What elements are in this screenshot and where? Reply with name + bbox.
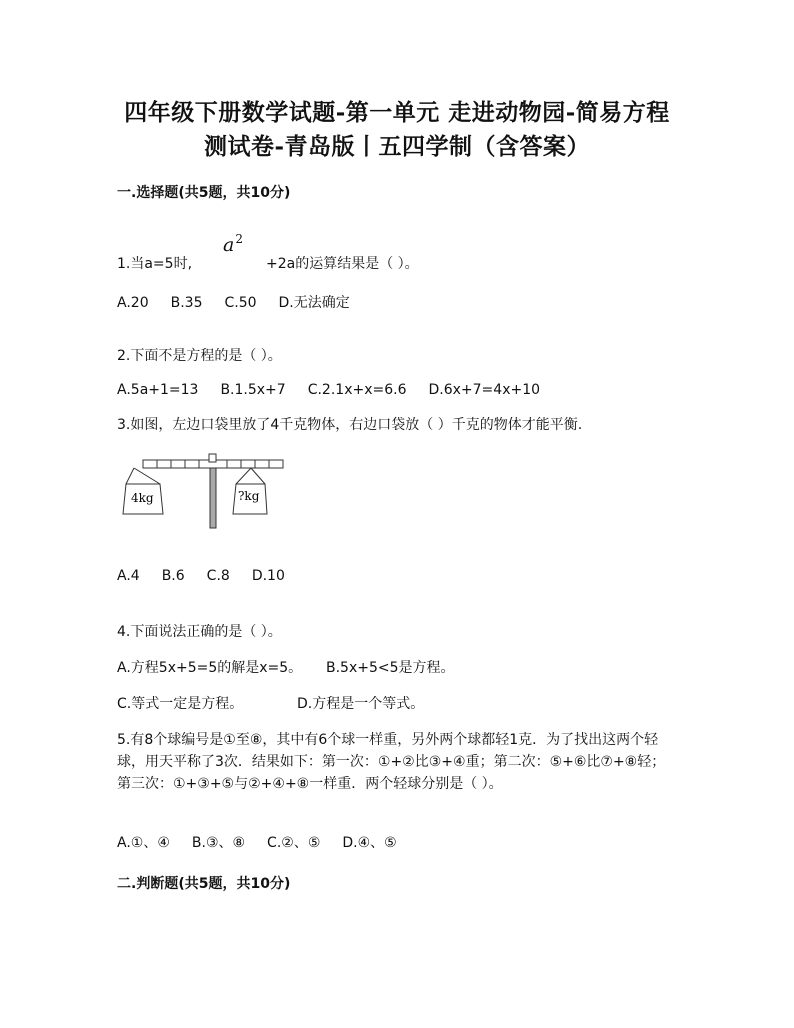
option-a: A.5a+1=13: [117, 382, 199, 398]
option-d: D.无法确定: [278, 295, 350, 311]
right-bag-label: ?kg: [238, 489, 260, 503]
question-3-options: [117, 568, 307, 584]
option-c: C.50: [224, 295, 257, 311]
option-d: D.10: [251, 568, 285, 584]
option-c: C.8: [206, 568, 230, 584]
document-title-line-2: 测试卷-青岛版丨五四学制（含答案）: [203, 133, 591, 160]
balance-scale-figure: [120, 452, 290, 532]
option-b: B.1.5x+7: [220, 382, 286, 398]
question-4-option-a: A.方程5x+5=5的解是x=5。: [117, 660, 303, 676]
question-2-text: 2.下面不是方程的是（ ）。: [117, 348, 282, 364]
option-d: D.6x+7=4x+10: [428, 382, 541, 398]
question-1-expression: [223, 232, 243, 256]
scale-stand: [210, 468, 216, 528]
section-2-heading: 二.判断题(共5题，共10分): [117, 876, 291, 892]
question-4-option-d: D.方程是一个等式。: [297, 696, 425, 712]
option-b: B.35: [170, 295, 203, 311]
scale-pivot: [209, 454, 216, 462]
expression-base: a: [223, 234, 235, 256]
question-4-text: 4.下面说法正确的是（ ）。: [117, 624, 282, 640]
option-b: B.③、⑧: [191, 835, 246, 851]
question-5-options: [117, 832, 419, 852]
question-4-option-b: B.5x+5<5是方程。: [326, 660, 455, 676]
question-5-text: 5.有8个球编号是①至⑧，其中有6个球一样重，另外两个球都轻1克．为了找出这两个轻球，用天平称了3次．结果如下：第一次：①+②比③+④重；第二次：⑤+⑥比⑦+⑧轻；第三次：①+③+⑤与②+④+⑧一样重．两个轻球分别是（ ）。: [117, 732, 666, 792]
option-d: D.④、⑤: [342, 835, 397, 851]
option-c: C.②、⑤: [267, 835, 321, 851]
option-a: A.4: [117, 568, 140, 584]
question-3-text: 3.如图，左边口袋里放了4千克物体，右边口袋放（ ）千克的物体才能平衡.: [117, 417, 583, 433]
left-bag-label: 4kg: [131, 491, 154, 505]
option-c: C.2.1x+x=6.6: [307, 382, 407, 398]
question-1-options: [117, 292, 372, 312]
option-a: A.①、④: [117, 835, 170, 851]
expression-exponent: 2: [235, 232, 243, 246]
question-1-suffix: +2a的运算结果是（ ）。: [266, 256, 419, 272]
option-b: B.6: [161, 568, 185, 584]
question-4-option-c: C.等式一定是方程。: [117, 696, 244, 712]
section-1-heading: 一.选择题(共5题，共10分): [117, 185, 291, 201]
option-a: A.20: [117, 295, 149, 311]
document-title-line-1: 四年级下册数学试题-第一单元 走进动物园-简易方程: [124, 99, 670, 126]
question-1-prefix: 1.当a=5时,: [117, 256, 193, 272]
question-2-options: [117, 382, 562, 398]
